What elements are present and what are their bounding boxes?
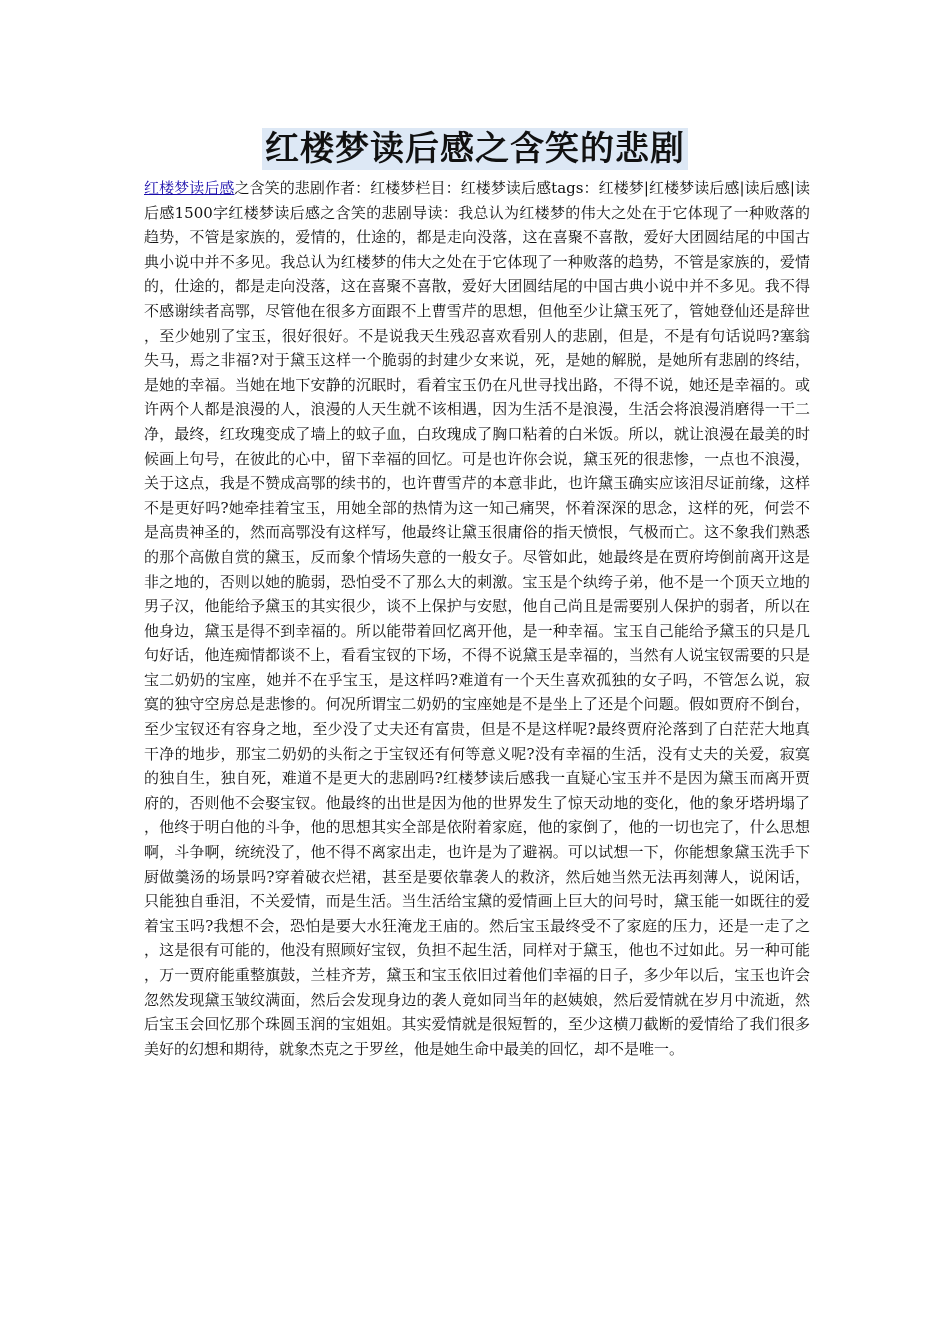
article-link[interactable]: 红楼梦读后感 <box>144 179 235 197</box>
document-title: 红楼梦读后感之含笑的悲剧 <box>262 128 688 170</box>
article-body <box>144 176 810 1061</box>
article-text: 之含笑的悲剧作者：红楼梦栏目：红楼梦读后感tags：红楼梦|红楼梦读后感|读后感|读后感1500字红楼梦读后感之含笑的悲剧导读：我总认为红楼梦的伟大之处在于它体现了一种败落的趋势，不管是家族的，爱情的，仕途的，都是走向没落，这在喜聚不喜散，爱好大团圆结尾的中国古典小说中并不多见。我总认为红楼梦的伟大之处在于它体现了一种败落的趋势，不管是家族的，爱情的，仕途的，都是走向没落，这在喜聚不喜散，爱好大团圆结尾的中国古典小说中并不多见。我不得不感谢续者高鄂，尽管他在很多方面跟不上曹雪芹的思想，但他至少让黛玉死了，管她登仙还是辞世，至少她别了宝玉，很好很好。不是说我天生残忍喜欢看别人的悲剧，但是，不是有句话说吗?塞翁失马，焉之非福?对于黛玉这样一个脆弱的封建少女来说，死，是她的解脱，是她所有悲剧的终结，是她的幸福。当她在地下安静的沉眠时，看着宝玉仍在凡世寻找出路，不得不说，她还是幸福的。或许两个人都是浪漫的人，浪漫的人天生就不该相遇，因为生活不是浪漫，生活会将浪漫消磨得一干二净，最终，红玫瑰变成了墙上的蚊子血，白玫瑰成了胸口粘着的白米饭。所以，就让浪漫在最美的时候画上句号，在彼此的心中，留下幸福的回忆。可是也许你会说，黛玉死的很悲惨，一点也不浪漫，关于这点，我是不赞成高鄂的续书的，也许曹雪芹的本意非此，也许黛玉确实应该泪尽证前缘，这样不是更好吗?她牵挂着宝玉，用她全部的热情为这一知己痛哭，怀着深深的思念，这样的死，何尝不是高贵神圣的，然而高鄂没有这样写，他最终让黛玉很庸俗的指天愤恨，气极而亡。这不象我们熟悉的那个高傲自赏的黛玉，反而象个情场失意的一般女子。尽管如此，她最终是在贾府垮倒前离开这是非之地的，否则以她的脆弱，恐怕受不了那么大的刺激。宝玉是个纨绔子弟，他不是一个顶天立地的男子汉，他能给予黛玉的其实很少，谈不上保护与安慰，他自己尚且是需要别人保护的弱者，所以在他身边，黛玉是得不到幸福的。所以能带着回忆离开他，是一种幸福。宝玉自己能给予黛玉的只是几句好话，他连痴情都谈不上，看看宝钗的下场，不得不说黛玉是幸福的，当然有人说宝钗需要的只是宝二奶奶的宝座，她并不在乎宝玉，是这样吗?难道有一个天生喜欢孤独的女子吗，不管怎么说，寂寞的独守空房总是悲惨的。何况所谓宝二奶奶的宝座她是不是坐上了还是个问题。假如贾府不倒台，至少宝钗还有容身之地，至少没了丈夫还有富贵，但是不是这样呢?最终贾府沦落到了白茫茫大地真干净的地步，那宝二奶奶的头衔之于宝钗还有何等意义呢?没有幸福的生活，没有丈夫的关爱，寂寞的独自生，独自死，难道不是更大的悲剧吗?红楼梦读后感我一直疑心宝玉并不是因为黛玉而离开贾府的，否则他不会娶宝钗。他最终的出世是因为他的世界发生了惊天动地的变化，他的象牙塔坍塌了，他终于明白他的斗争，他的思想其实全部是依附着家庭，他的家倒了，他的一切也完了，什么思想啊，斗争啊，统统没了，他不得不离家出走，也许是为了避祸。可以试想一下，你能想象黛玉洗手下厨做羹汤的场景吗?穿着破衣烂裙，甚至是要依靠袭人的救济，然后她当然无法再刻薄人，说闲话，只能独自垂泪，不关爱情，而是生活。当生活给宝黛的爱情画上巨大的问号时，黛玉能一如既往的爱着宝玉吗?我想不会，恐怕是要大水狂淹龙王庙的。然后宝玉最终受不了家庭的压力，还是一走了之，这是很有可能的，他没有照顾好宝钗，负担不起生活，同样对于黛玉，他也不过如此。另一种可能，万一贾府能重整旗鼓，兰桂齐芳，黛玉和宝玉依旧过着他们幸福的日子，多少年以后，宝玉也许会忽然发现黛玉皱纹满面，然后会发现身边的袭人竟如同当年的赵姨娘，然后爱情就在岁月中流逝，然后宝玉会回忆那个珠圆玉润的宝姐姐。其实爱情就是很短暂的，至少这横刀截断的爱情给了我们很多美好的幻想和期待，就象杰克之于罗丝，他是她生命中最美的回忆，却不是唯一。 <box>144 179 810 1058</box>
title-container <box>0 128 950 170</box>
